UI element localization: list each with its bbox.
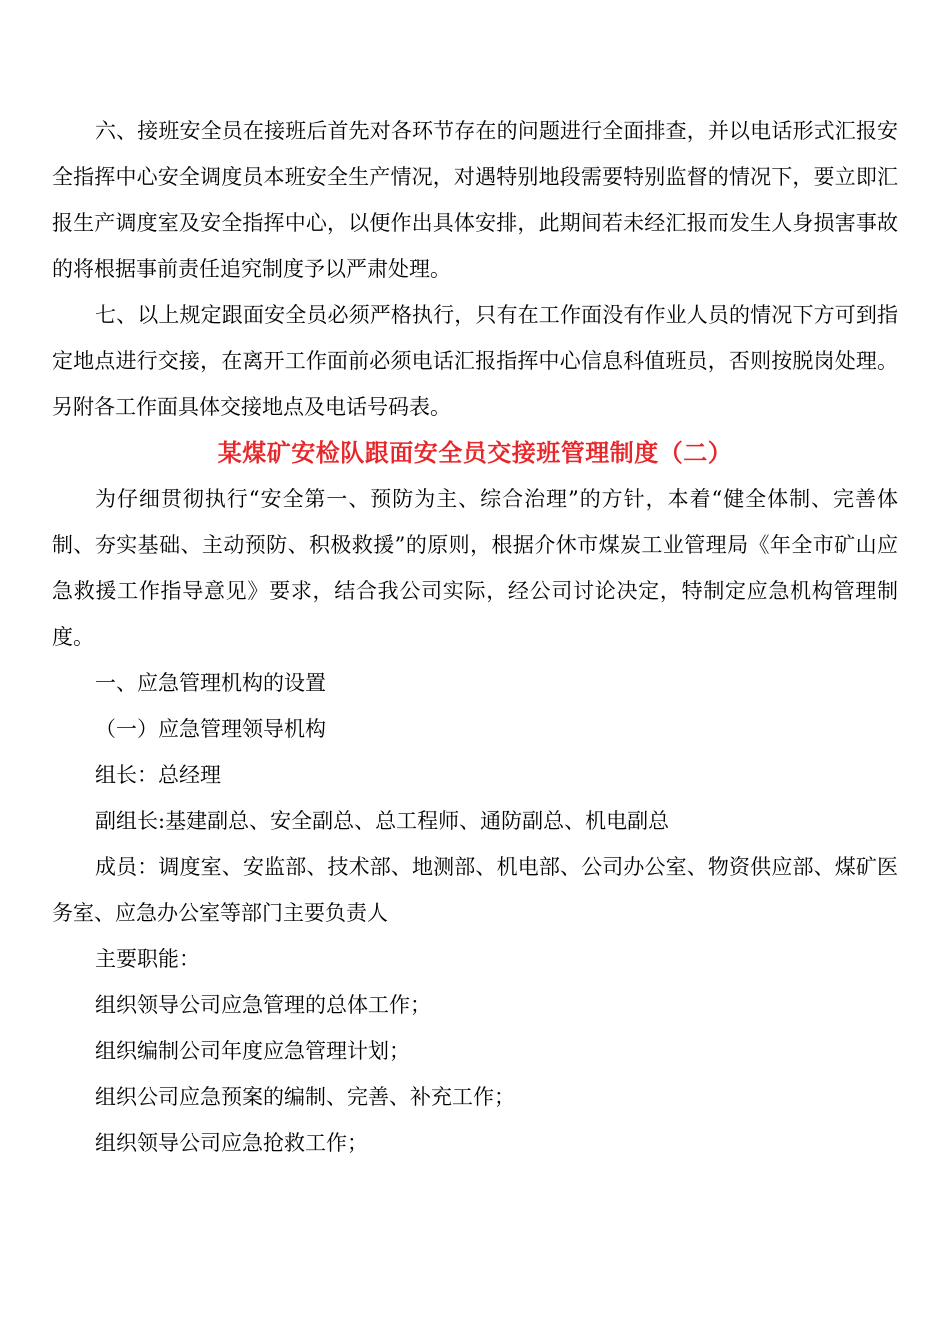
duty-item: 组织领导公司应急管理的总体工作；	[95, 993, 431, 1017]
duties-heading: 主要职能：	[95, 947, 200, 971]
section-title: 某煤矿安检队跟面安全员交接班管理制度（二）	[217, 438, 733, 467]
deputy-line: 副组长:基建副总、安全副总、总工程师、通防副总、机电副总	[95, 809, 670, 833]
duty-item: 组织编制公司年度应急管理计划；	[95, 1039, 410, 1063]
intro-paragraph: 为仔细贯彻执行“安全第一、预防为主、综合治理”的方针，本着“健全体制、完善体制、夯实基础、主动预防、积极救援”的原则，根据介休市煤炭工业管理局《年全市矿山应急救援工作指导意见》要求，结合我公司实际，经公司讨论决定，特制定应急机构管理制度。	[52, 487, 898, 649]
paragraph-7: 七、以上规定跟面安全员必须严格执行，只有在工作面没有作业人员的情况下方可到指定地点进行交接，在离开工作面前必须电话汇报指挥中心信息科值班员，否则按脱岗处理。另附各工作面具体交接地点及电话号码表。	[52, 303, 898, 419]
duty-item: 组织公司应急预案的编制、完善、补充工作；	[95, 1085, 515, 1109]
document-page	[52, 108, 898, 1166]
duty-item: 组织领导公司应急抢救工作；	[95, 1131, 368, 1155]
subsection-heading-1: （一）应急管理领导机构	[95, 717, 326, 741]
paragraph-6: 六、接班安全员在接班后首先对各环节存在的问题进行全面排查，并以电话形式汇报安全指挥中心安全调度员本班安全生产情况，对遇特别地段需要特别监督的情况下，要立即汇报生产调度室及安全指挥中心，以便作出具体安排，此期间若未经汇报而发生人身损害事故的将根据事前责任追究制度予以严肃处理。	[52, 119, 898, 281]
members-line: 成员：调度室、安监部、技术部、地测部、机电部、公司办公室、物资供应部、煤矿医务室、应急办公室等部门主要负责人	[52, 855, 898, 925]
section-heading-1: 一、应急管理机构的设置	[95, 671, 326, 695]
leader-line: 组长：总经理	[95, 763, 221, 787]
